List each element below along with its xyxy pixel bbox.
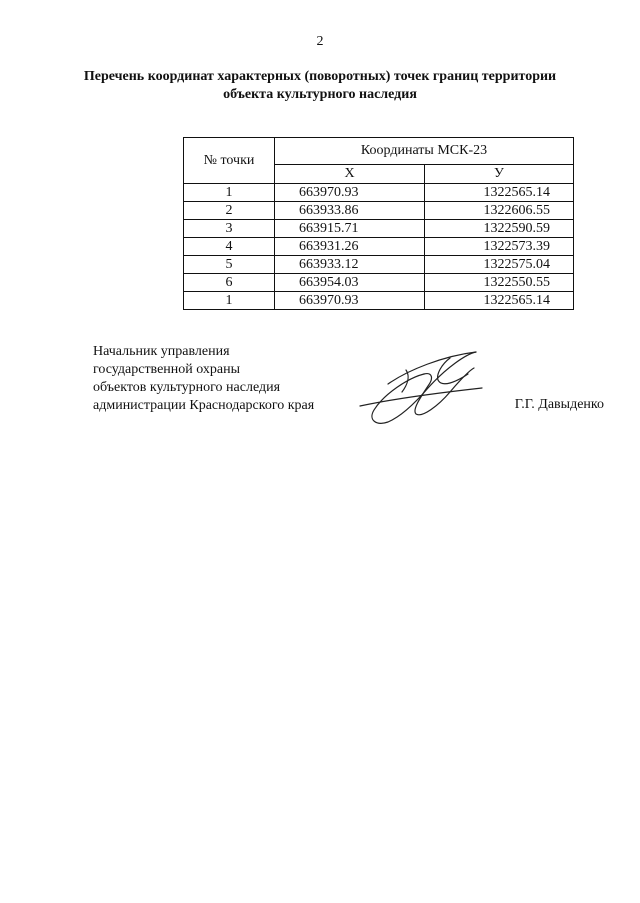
y-coordinate-cell: 1322590.59 bbox=[425, 220, 574, 238]
signer-position-line-1: Начальник управления bbox=[93, 344, 230, 359]
table-row bbox=[184, 274, 574, 292]
table-row bbox=[184, 202, 574, 220]
x-coordinate-cell: 663970.93 bbox=[275, 292, 425, 310]
point-number-cell: 5 bbox=[184, 256, 275, 274]
x-coordinate-cell: 663954.03 bbox=[275, 274, 425, 292]
table-row bbox=[184, 256, 574, 274]
x-coordinate-cell: 663933.12 bbox=[275, 256, 425, 274]
signer-position-line-3: объектов культурного наследия bbox=[93, 380, 281, 395]
point-number-cell: 6 bbox=[184, 274, 275, 292]
point-number-cell: 3 bbox=[184, 220, 275, 238]
point-number-cell: 1 bbox=[184, 292, 275, 310]
document-title-line-2: объекта культурного наследия bbox=[223, 87, 417, 102]
signer-name: Г.Г. Давыденко bbox=[514, 397, 604, 412]
x-coordinate-cell: 663970.93 bbox=[275, 184, 425, 202]
table-row bbox=[184, 238, 574, 256]
table-row bbox=[184, 184, 574, 202]
x-coordinate-cell: 663933.86 bbox=[275, 202, 425, 220]
page-number: 2 bbox=[316, 34, 324, 49]
y-coordinate-cell: 1322606.55 bbox=[425, 202, 574, 220]
x-coordinate-cell: 663915.71 bbox=[275, 220, 425, 238]
signer-position-line-2: государственной охраны bbox=[93, 362, 241, 377]
coordinates-header: Координаты МСК-23 bbox=[275, 138, 574, 165]
point-number-cell: 1 bbox=[184, 184, 275, 202]
point-number-header: № точки bbox=[184, 138, 275, 184]
table-row bbox=[184, 220, 574, 238]
y-coordinate-cell: 1322575.04 bbox=[425, 256, 574, 274]
document-title bbox=[60, 68, 580, 104]
table-row bbox=[184, 292, 574, 310]
document-title-line-1: Перечень координат характерных (поворотных) точек границ территории bbox=[83, 69, 557, 84]
y-coordinate-cell: 1322550.55 bbox=[425, 274, 574, 292]
coordinates-table bbox=[183, 137, 574, 310]
y-header: У bbox=[425, 165, 574, 184]
y-coordinate-cell: 1322573.39 bbox=[425, 238, 574, 256]
x-coordinate-cell: 663931.26 bbox=[275, 238, 425, 256]
handwritten-signature bbox=[358, 348, 488, 426]
x-header: X bbox=[275, 165, 425, 184]
signer-position-line-4: администрации Краснодарского края bbox=[93, 398, 315, 413]
point-number-cell: 2 bbox=[184, 202, 275, 220]
point-number-cell: 4 bbox=[184, 238, 275, 256]
signer-position bbox=[93, 343, 314, 415]
y-coordinate-cell: 1322565.14 bbox=[425, 292, 574, 310]
y-coordinate-cell: 1322565.14 bbox=[425, 184, 574, 202]
